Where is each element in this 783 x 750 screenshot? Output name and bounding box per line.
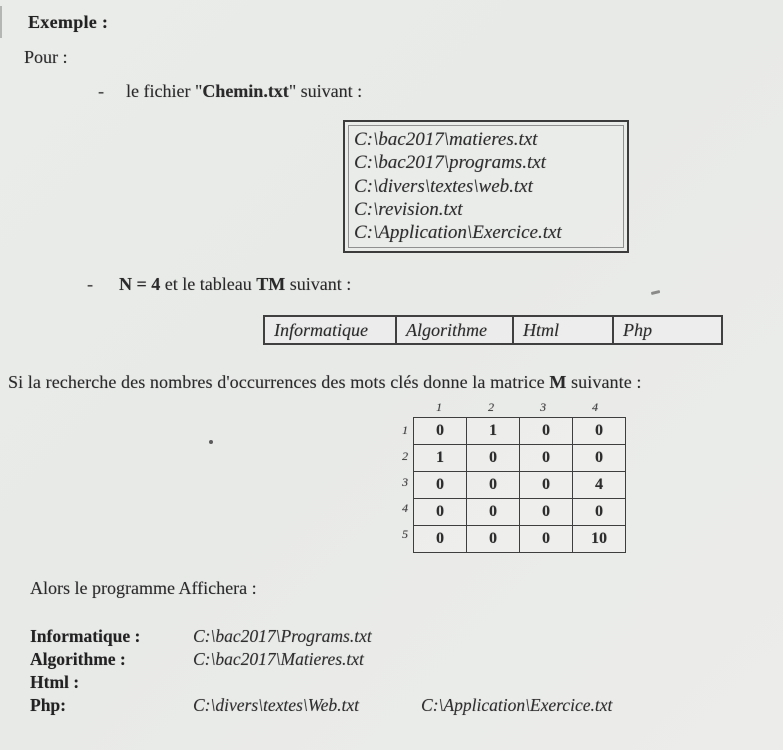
output-row-html [30,671,612,694]
matrix-row-label: 2 [402,448,408,463]
matrix-row [414,418,626,445]
output-path: C:\bac2017\Matieres.txt [193,649,364,669]
matrix-col-header: 1 [436,400,442,414]
output-heading: Alors le programme Affichera : [30,578,257,598]
matrix-cell: 0 [520,418,573,445]
output-label: Algorithme : [30,649,126,669]
matrix-cell: 0 [414,472,467,499]
bullet-tm-mid: et le tableau [160,274,257,294]
tm-cell-informatique: Informatique [264,316,396,344]
output-path: C:\bac2017\Programs.txt [193,626,372,646]
matrix-cell: 0 [520,526,573,553]
bullet-dash: - [98,81,104,101]
matrix-row-label: 5 [402,526,408,541]
matrix-sentence [8,372,773,393]
output-label: Html : [30,672,80,692]
file-list-box [343,120,629,253]
bullet-dash: - [87,274,93,294]
matrix-cell: 4 [573,472,626,499]
matrix-cell: 0 [414,418,467,445]
matrix-cell: 0 [414,499,467,526]
matrix-col-header: 2 [488,400,494,414]
matrix-cell: 0 [467,445,520,472]
scan-speck-dot [209,440,213,444]
scan-edge-mark [0,6,2,38]
heading-exemple: Exemple : [28,12,109,32]
file-path-line: C:\Application\Exercice.txt [354,222,562,244]
output-block [30,625,612,717]
matrix-row [414,472,626,499]
matrix-cell: 1 [467,418,520,445]
bullet-file-filename: Chemin.txt [202,81,289,101]
tm-cell-php: Php [613,316,722,344]
file-path-line: C:\divers\textes\web.txt [354,175,533,197]
matrix-cell: 0 [467,472,520,499]
output-label: Informatique : [30,626,141,646]
matrix-cell: 0 [520,472,573,499]
matrix-cell: 0 [414,526,467,553]
matrix-cell: 0 [520,499,573,526]
bullet-tm-tm: TM [256,274,286,294]
output-path: C:\Application\Exercice.txt [421,695,613,715]
matrix-row-label: 1 [402,422,408,437]
bullet-file-text [126,81,362,102]
tm-table-row [264,316,722,344]
output-label: Php: [30,695,66,715]
matrix-column-headers [413,400,621,415]
matrix-col-header: 4 [592,400,598,414]
tm-cell-html: Html [513,316,613,344]
matrix-sentence-m: M [549,372,567,392]
matrix-row [414,526,626,553]
matrix-row-labels [395,417,408,547]
matrix-row-label: 3 [402,474,408,489]
matrix-cell: 0 [467,526,520,553]
matrix-sentence-post: suivante : [566,372,642,392]
bullet-tm-line [87,274,351,295]
matrix-row [414,445,626,472]
bullet-file-post: " suivant : [288,81,363,101]
label-pour: Pour : [24,47,68,67]
bullet-tm-post: suivant : [285,274,352,294]
matrix-cell: 0 [520,445,573,472]
matrix-col-header: 3 [540,400,546,414]
file-path-line: C:\bac2017\matieres.txt [354,129,538,150]
scan-speck-dash [651,290,660,295]
file-path-line: C:\revision.txt [354,198,463,220]
output-path: C:\divers\textes\Web.txt [193,695,360,715]
matrix-cell: 10 [573,526,626,553]
tm-table [263,315,723,345]
matrix-sentence-pre: Si la recherche des nombres d'occurrences des mots clés donne la matrice [8,372,550,392]
matrix-table [413,417,626,553]
output-row-algorithme [30,648,612,671]
matrix-row-label: 4 [402,500,408,515]
matrix-cell: 1 [414,445,467,472]
bullet-tm-text [119,274,351,295]
matrix-cell: 0 [467,499,520,526]
bullet-file-line [98,81,362,102]
matrix-cell: 0 [573,418,626,445]
matrix-row [414,499,626,526]
matrix-cell: 0 [573,499,626,526]
output-row-php [30,694,612,717]
bullet-tm-n: N = 4 [119,274,161,294]
tm-cell-algorithme: Algorithme [396,316,513,344]
output-row-informatique [30,625,612,648]
file-path-line: C:\bac2017\programs.txt [354,152,546,174]
matrix-cell: 0 [573,445,626,472]
bullet-file-pre: le fichier " [126,81,203,101]
